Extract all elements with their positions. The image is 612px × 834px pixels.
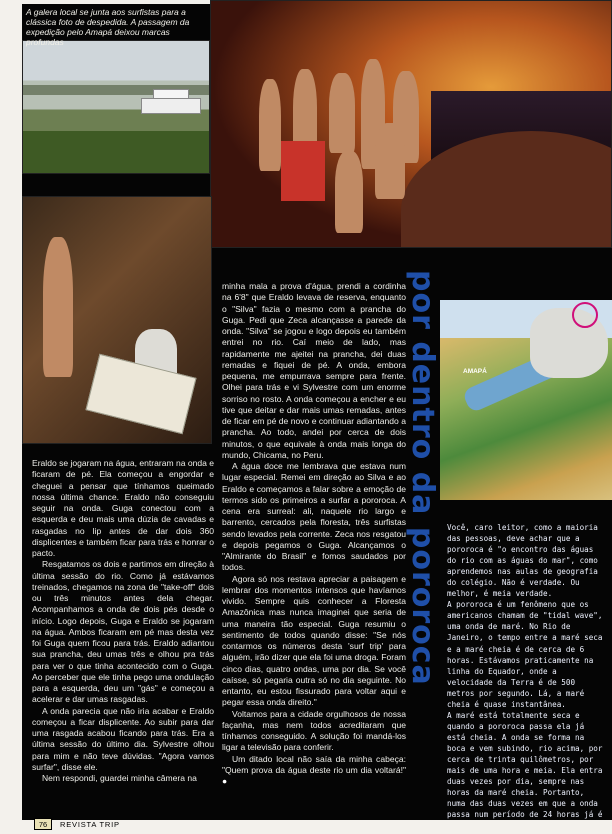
paragraph: Resgatamos os dois e partimos em direção à última sessão do rio. Como já estávamos treinados, chegamos na zona de "take-off" dois ou três minutos antes dela chegar. Acompanhamos a onda de dois pés desde o início. Logo depois, Guga e Eraldo se jogaram na água. Ambos ficaram em pé mas desta vez foi Guga quem ficou para trás. Eraldo adiantou sua prancha, deu umas três e olhou pra trás para ver o que tinha acontecido com o Guga. Ao perceber que ele tinha pego uma ondulação para a esquerda, deu um "gás" e começou a acelerar e dar umas rasgadas. xyxy=(32,559,214,705)
article-column-left xyxy=(32,458,214,784)
red-jacket xyxy=(281,141,325,201)
sidebar-paragraph xyxy=(447,710,603,832)
paragraph: minha mala a prova d'água, prendi a cordinha na 6'8" que Eraldo levava de reserva, enquanto o "Silva" fazia o mesmo com a prancha do Guga. Pedi que Zeca alcançasse a parede da onda. "Silva" se jogou e logo depois eu também entrei no rio. Caí meio de lado, mas rapidamente me ajeitei na prancha, dei duas remadas e fiquei de pé. A onda, embora pequena, me empurrava sempre para frente. Olhei para trás e vi Sylvestre com um enorme sorriso no rosto. A onda começou a encher e eu tive que deitar e dar mais umas remadas, antes de ficar em pé de novo e continuar adiantando a prancha. Ao todo, andei por cerca de dois minutos, o que equivale à onda mais longa do mundo, Chicama, no Peru. xyxy=(222,281,406,460)
photo-caption: A galera local se junta aos surfistas para a clássica foto de despedida. A passagem da expedição pelo Amapá deixou marcas profundas xyxy=(26,7,190,47)
paragraph: A água doce me lembrava que estava num lugar especial. Remei em direção ao Silva e ao Eraldo e começamos a falar sobre a emoção de termos sido os primeiros a surfar a pororoca. A cena era surreal: ali, naquele rio largo e barrento, cercados pela floresta, três surfistas sendo levados pela corrente. Zeca nos resgatou e depois pegamos o Guga. Alcançamos o "Almirante do Brasil" e fomos saudados por todos. xyxy=(222,461,406,573)
closing-quote: Um ditado local não saía da minha cabeça: "Quem prova da água deste rio um dia voltará!" xyxy=(222,753,406,775)
magazine-name: REVISTA TRIP xyxy=(60,820,120,829)
cabin-person-1 xyxy=(43,237,73,377)
end-mark-icon: ● xyxy=(222,776,228,786)
group-photo xyxy=(210,0,612,248)
boat-photo xyxy=(22,40,210,174)
person-1 xyxy=(259,79,281,171)
map-region-label: AMAPÁ xyxy=(463,368,487,375)
section-title xyxy=(400,270,440,686)
nautical-chart xyxy=(85,354,196,434)
person-7 xyxy=(375,123,405,199)
paragraph: Voltamos para a cidade orgulhosos de nossa façanha, mas nem todos acreditaram que tínhamos conseguido. A solução foi mandá-los ligar a televisão para conferir. xyxy=(222,708,406,753)
boat-cabin xyxy=(153,89,189,99)
paragraph: Agora só nos restava apreciar a paisagem e lembrar dos momentos intensos que havíamos vivido. Sempre quis conhecer a Floresta Amazônica mas nunca imaginei que seria de uma maneira tão especial. Guga resumiu o sentimento de todos quando disse: "Se nós contarmos os números desta 'surf trip' para alguém, irão dizer que ela foi uma droga. Foram cinco dias, quatro ondas, uma por dia. Se você caísse, só pegaria outra só no dia seguinte. No entanto, eu estou fissurado para voltar aqui e pegar essa onda direito." xyxy=(222,573,406,708)
paragraph: A onda parecia que não iria acabar e Eraldo começou a ficar displicente. Ao subir para dar uma rasgada acabou ficando para trás. Era a última sessão do último dia. Sylvestre olhou para mim e não teve dúvidas. "Agora vamos surfar", disse ele. xyxy=(32,705,214,772)
page-number: 76 xyxy=(34,818,52,830)
article-column-middle xyxy=(222,281,406,787)
cabin-photo xyxy=(22,196,212,444)
paragraph: Nem respondi, guardei minha câmera na xyxy=(42,773,197,783)
paragraph: Eraldo se jogaram na água, entraram na onda e ficaram de pé. Ela começou a engordar e cheguei a pensar que tínhamos queimado nossa última chance. Eraldo não conseguiu seguir na onda. Guga conectou com a esquerda e deu mais uma dúzia de cavadas e rasgadas no lip antes de dar dois 360 displicentes e também ficar para trás e honrar o pacto. xyxy=(32,458,214,558)
person-6 xyxy=(335,151,363,233)
location-marker xyxy=(572,302,598,328)
boat-hull xyxy=(141,98,201,114)
person-3 xyxy=(329,73,355,153)
paragraph xyxy=(222,754,406,788)
page-margin xyxy=(0,0,22,834)
sidebar-paragraph: A pororoca é um fenômeno que os americanos chamam de "tidal wave", uma onda de maré. No Rio de Janeiro, o tempo entre a maré seca e a maré cheia é de cerca de 6 horas. Estávamos praticamente na linha do Equador, onde a velocidade da Terra é de 500 metros por segundo. Lá, a maré cheia é quase instantânea. xyxy=(447,600,603,709)
section-title-text: por dentro da pororoca xyxy=(405,270,440,686)
sidebar-paragraph-text: A maré está totalmente seca e quando a pororoca passa ela já está cheia. A onda se forma na boca e vem subindo, rio acima, por cerca de trinta quilômetros, por mais de uma hora e meia. Ela entra duas vezes por dia, sempre nas horas da maré cheia. Portanto, numa das duas vezes em que a onda passa num período de 24 horas já é xyxy=(447,710,603,820)
sidebar-column xyxy=(447,522,603,831)
sidebar-paragraph: Você, caro leitor, como a maioria das pessoas, deve achar que a pororoca é "o encontro das águas do rio com as águas do mar", como aprendemos nas aulas de geografia do colégio. Não é verdade. Ou melhor, é meia verdade. xyxy=(447,523,598,599)
